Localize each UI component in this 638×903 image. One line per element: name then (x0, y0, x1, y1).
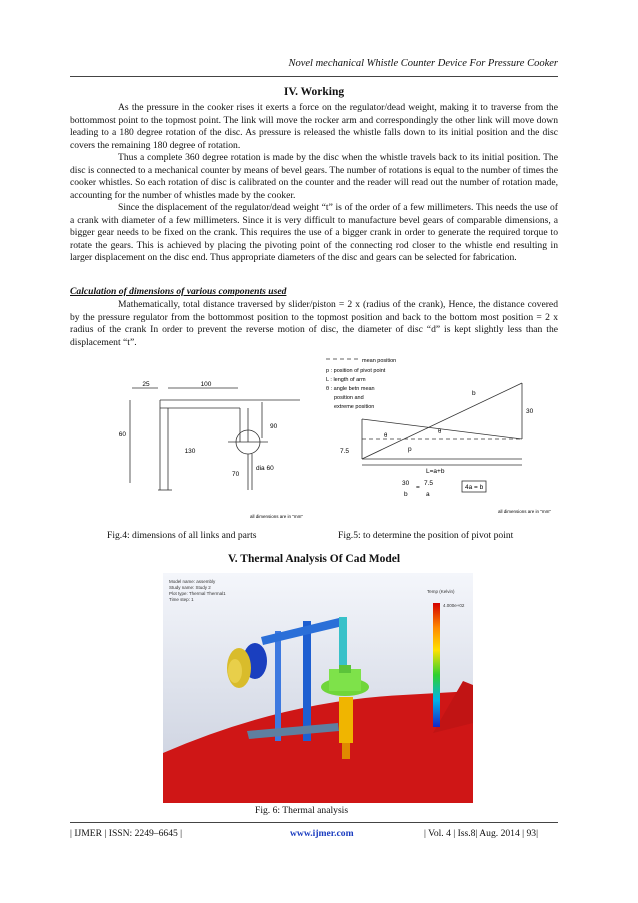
dim-60: 60 (118, 431, 126, 438)
header-rule (70, 76, 558, 77)
footer-link-wrapper (290, 828, 354, 839)
figure-4-link-dimensions (110, 378, 310, 523)
colorbar-title: Temp (Kelvin) (427, 589, 455, 594)
fig5-label-p: p (408, 446, 412, 453)
fig5-theta-2: θ (438, 429, 442, 435)
fig5-legend-extreme: extreme position (334, 404, 375, 410)
fig5-units-note: all dimensions are in "mm" (498, 509, 551, 514)
fig5-legend-length: L : length of arm (326, 377, 366, 383)
subheading-calculation: Calculation of dimensions of various components used (70, 286, 287, 297)
dim-dia-60: dia 60 (256, 465, 274, 472)
figure-4-caption: Fig.4: dimensions of all links and parts (107, 530, 257, 541)
dim-90: 90 (270, 423, 278, 430)
temperature-colorbar (433, 603, 440, 727)
fig5-label-L: L=a+b (426, 468, 445, 475)
colorbar-top-value: 4.000e+02 (443, 603, 465, 608)
figure-6-caption: Fig. 6: Thermal analysis (255, 805, 349, 816)
footer-volume: | Vol. 4 | Iss.8| Aug. 2014 | 93| (424, 828, 538, 839)
fig5-theta-1: θ (384, 433, 388, 439)
fig5-formula-num-right: 7.5 (424, 480, 434, 487)
fig5-label-7-5: 7.5 (340, 448, 350, 455)
fig5-legend-mean: mean position (362, 358, 397, 364)
figure-5-pivot-geometry (322, 353, 558, 521)
dim-70: 70 (232, 471, 240, 478)
dim-130: 130 (184, 448, 196, 455)
running-header: Novel mechanical Whistle Counter Device For Pressure Cooker (288, 58, 558, 69)
paragraph-working-3: Since the displacement of the regulator/dead weight “t” is of the order of a few millimeters. This needs the use of a crank with diameter of a few millimeters. Since it is very difficult to manufacture bevel gears of comparable dimensions, a bigger gear needs to be fixed on the crank. This requires the use of a bigger crank in order to generate the required torque to rotate the gears. This is achieved by placing the pivoting point of the connecting rod closer to the whistle end resulting in larger displacement on the disc end. Thus appropriate diameters of the disc and gears can be selected for fabrication. (70, 202, 558, 264)
fig5-label-b: b (472, 390, 476, 397)
section-heading-working: IV. Working (283, 86, 345, 98)
thermal-info-1: Model name: assembly (169, 579, 216, 584)
footer-url-link[interactable]: www.ijmer.com (290, 828, 354, 839)
fig4-units-note: all dimensions are in "mm" (250, 514, 303, 519)
fig5-legend-position: position and (334, 395, 364, 401)
paragraph-working-1: As the pressure in the cooker rises it exerts a force on the regulator/dead weight, making it to traverse from the bottommost point to the topmost point. The link will move the rocker arm and correspondingly the other link will move down leading to a 180 degree rotation of the disc. As pressure is released the whistle falls down to its initial position and the disc covers the remaining 180 degree of rotation. (70, 102, 558, 151)
thermal-info-3: Plot type: Thermal Thermal1 (169, 591, 226, 596)
footer-rule (70, 822, 558, 823)
thermal-info-2: Study name: Study 2 (169, 585, 211, 590)
paragraph-calculation: Mathematically, total distance traversed by slider/piston = 2 x (radius of the crank), Hence, the distance covered by the pressure regulator from the bottommost position to the topmost position and back to the bottom most position = 2 x radius of the crank In order to prevent the reverse motion of disc, the diameter of disc “d” is kept slightly less than the displacement “t”. (70, 299, 558, 348)
footer-journal: | IJMER | ISSN: 2249–6645 | (70, 828, 183, 839)
fig5-formula-den-left: b (404, 491, 408, 498)
fig5-formula-den-right: a (426, 491, 430, 498)
fig5-legend-pivot: p : position of pivot point (326, 368, 386, 374)
fig5-legend-angle: θ : angle betn mean (326, 386, 375, 392)
thermal-info-4: Time step: 1 (169, 597, 194, 602)
fig5-label-30: 30 (526, 408, 534, 415)
dim-100: 100 (200, 381, 212, 388)
fig5-formula-num-left: 30 (402, 480, 410, 487)
fig5-formula-eq: = (416, 484, 420, 491)
section-heading-thermal: V. Thermal Analysis Of Cad Model (227, 553, 401, 565)
dim-25: 25 (142, 381, 150, 388)
figure-6-thermal-render (163, 573, 473, 803)
fig5-formula-result: 4a = b (465, 484, 484, 491)
paragraph-working-2: Thus a complete 360 degree rotation is made by the disc when the whistle travels back to its initial position. The disc is connected to a mechanical counter by means of bevel gears. The number of rotations is equal to the number of times the cooker whistles. So each rotation of disc is calibrated on the counter and the reader will read out the number of rotation made, accounting for the number of whistles made by the cooker. (70, 152, 558, 201)
figure-5-caption: Fig.5: to determine the position of pivot point (338, 530, 514, 541)
